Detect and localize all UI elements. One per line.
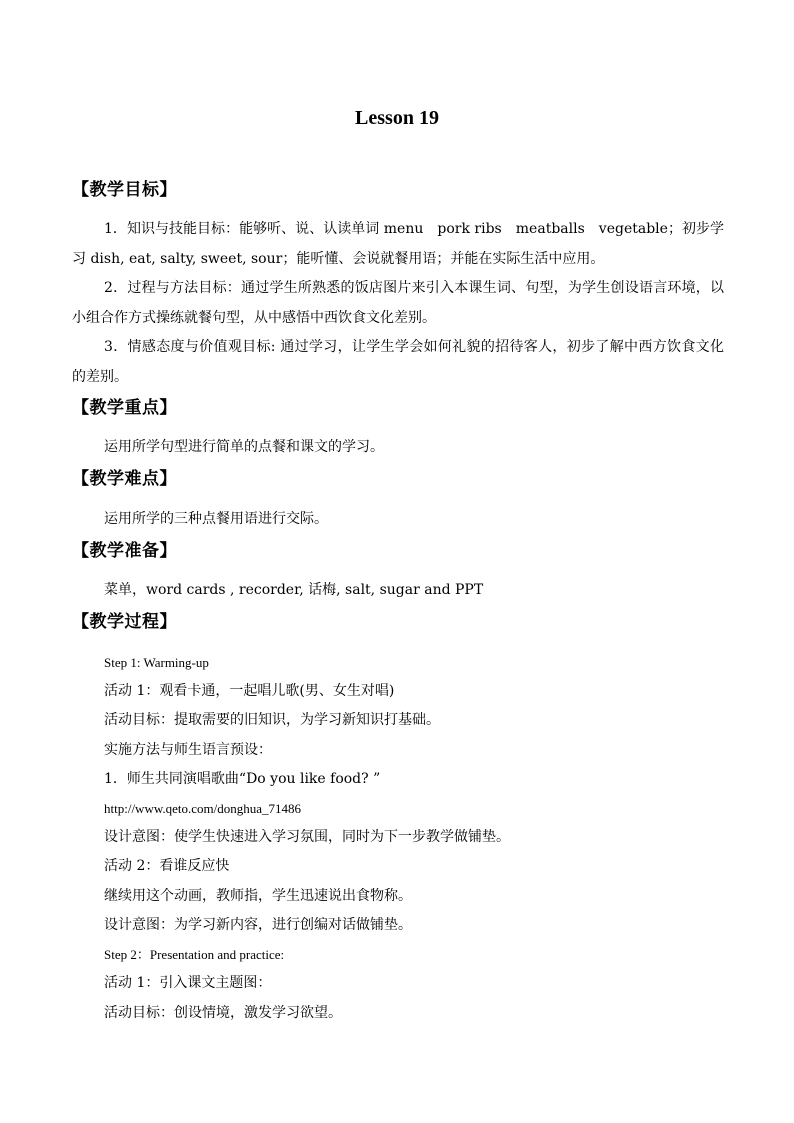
objective-item-2: 2．过程与方法目标：通过学生所熟悉的饭店图片来引入本课生词、句型，为学生创设语言环境，以小组合作方式操练就餐句型，从中感悟中西饮食文化差别。 xyxy=(72,280,724,326)
process-line-8: 活动 2：看谁反应快 xyxy=(104,858,230,874)
process-line-1: Step 1: Warming-up xyxy=(104,655,209,670)
section-heading-objectives: 【教学目标】 xyxy=(72,180,177,200)
objective-item-1: 1．知识与技能目标：能够听、说、认读单词 menu pork ribs meatballs vegetable；初步学习 dish, eat, salty, sweet, sour；能听懂、会说就餐用语；并能在实际生活中应用。 xyxy=(72,221,724,267)
section-heading-difficulties: 【教学难点】 xyxy=(72,469,177,489)
process-line-13: 活动目标：创设情境，激发学习欲望。 xyxy=(104,1005,342,1021)
section-heading-key-points: 【教学重点】 xyxy=(72,398,177,418)
difficulties-text: 运用所学的三种点餐用语进行交际。 xyxy=(104,511,328,527)
process-line-3: 活动目标：提取需要的旧知识，为学习新知识打基础。 xyxy=(104,712,440,728)
process-line-2: 活动 1：观看卡通，一起唱儿歌(男、女生对唱) xyxy=(104,683,395,699)
process-line-4: 实施方法与师生语言预设： xyxy=(104,742,272,758)
process-line-9: 继续用这个动画，教师指，学生迅速说出食物称。 xyxy=(104,888,412,904)
process-line-10: 设计意图：为学习新内容，进行创编对话做铺垫。 xyxy=(104,917,412,933)
section-heading-preparation: 【教学准备】 xyxy=(72,541,177,561)
lesson-title: Lesson 19 xyxy=(355,107,439,129)
process-line-12: 活动 1：引入课文主题图： xyxy=(104,975,272,991)
process-line-6: http://www.qeto.com/donghua_71486 xyxy=(104,801,302,816)
objective-item-3: 3．情感态度与价值观目标: 通过学习，让学生学会如何礼貌的招待客人，初步了解中西方饮食文化的差别。 xyxy=(72,339,724,385)
process-line-7: 设计意图：使学生快速进入学习氛围，同时为下一步教学做铺垫。 xyxy=(104,829,510,845)
section-heading-process: 【教学过程】 xyxy=(72,612,177,632)
key-points-text: 运用所学句型进行简单的点餐和课文的学习。 xyxy=(104,439,384,455)
process-line-11: Step 2：Presentation and practice: xyxy=(104,947,285,962)
process-line-5: 1．师生共同演唱歌曲“Do you like food? ” xyxy=(104,771,381,787)
preparation-text: 菜单，word cards , recorder, 话梅, salt, sugar and PPT xyxy=(104,582,484,598)
